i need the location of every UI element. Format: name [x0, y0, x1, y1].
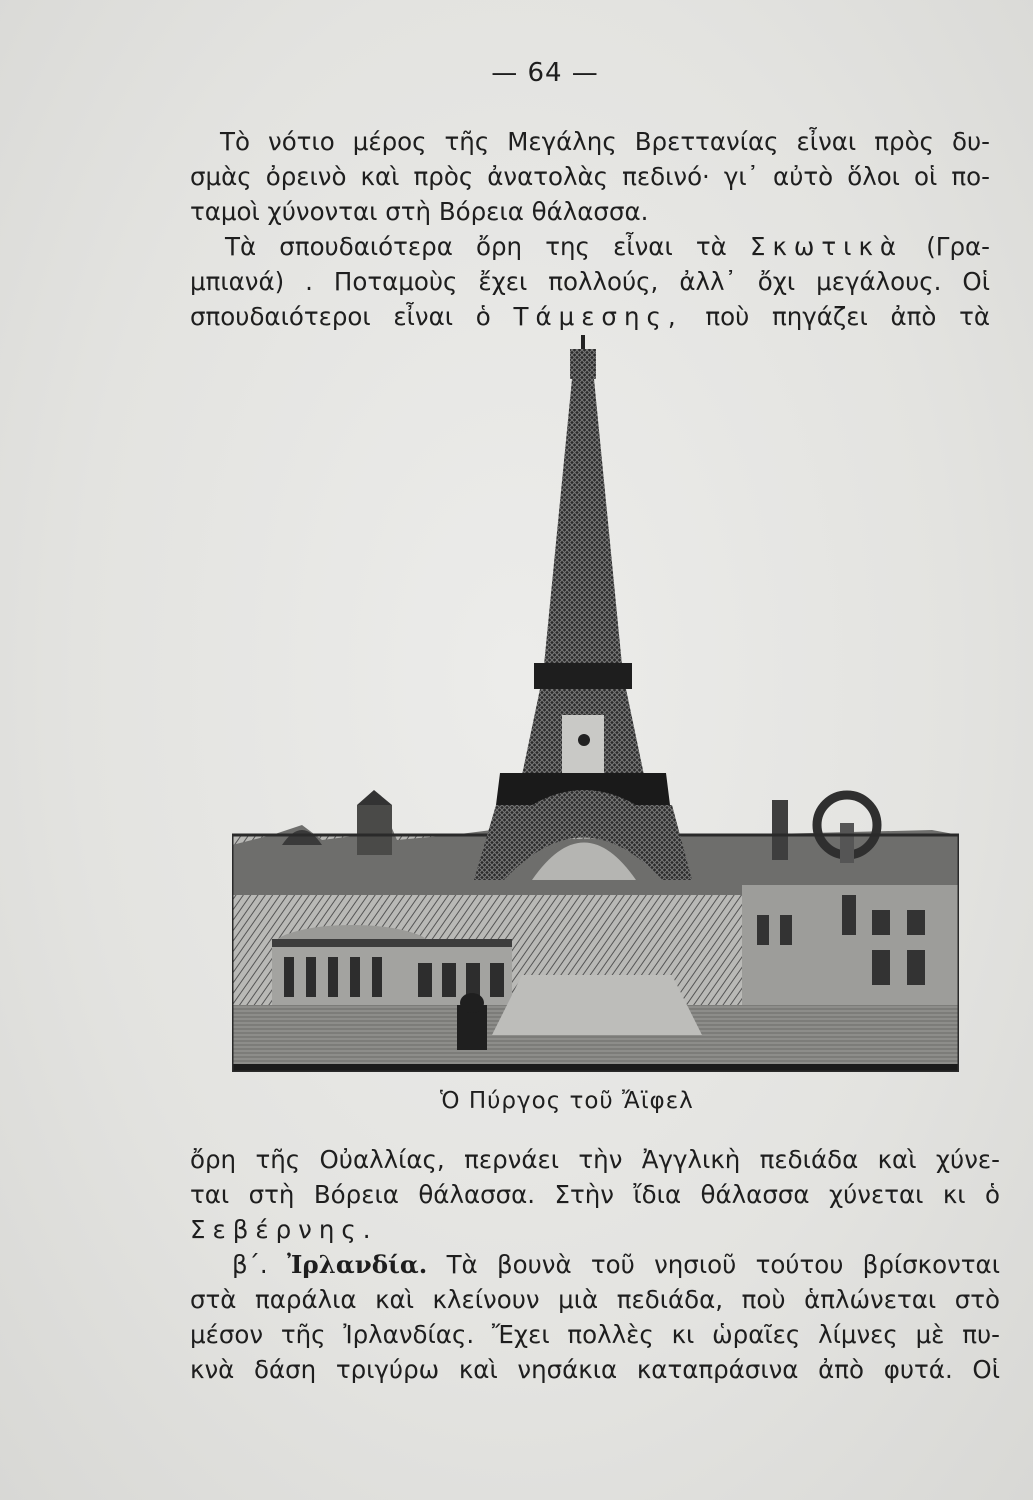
- text-line: [190, 299, 990, 334]
- balloon: [578, 734, 590, 746]
- page-number: — 64 —: [491, 58, 599, 88]
- text-fragment: σπουδαιότεροι εἶναι ὁ: [190, 302, 514, 331]
- paragraph-thames-continued: [190, 1142, 1000, 1247]
- text-fragment: (Γρα-: [903, 232, 991, 261]
- text-fragment: ποὺ πηγάζει ἀπὸ τὰ: [682, 302, 990, 331]
- text-line: [190, 229, 990, 264]
- text-fragment: Τὰ σπουδαιότερα ὄρη της εἶναι τὰ: [225, 232, 750, 261]
- text-line: μπιανά) . Ποταμοὺς ἔχει πολλούς, ἀλλ᾽ ὄχι μεγάλους. Οἱ: [190, 267, 990, 296]
- eiffel-tower: [474, 335, 692, 880]
- section-label: β΄.: [232, 1250, 268, 1279]
- ferris-wheel-base: [840, 823, 854, 863]
- pavilion-tower-left: [357, 805, 392, 855]
- emphasized-term-severn: Σεβέρνης.: [190, 1215, 378, 1244]
- text-line: [190, 1212, 1000, 1247]
- text-line: σμὰς ὀρεινὸ καὶ πρὸς ἀνατολὰς πεδινό· γι᾽ αὐτὸ ὅλοι οἱ πο-: [190, 162, 990, 191]
- text-line: ταμοὶ χύνονται στὴ Βόρεια θάλασσα.: [190, 197, 649, 226]
- statue-head: [460, 993, 484, 1013]
- chimney-right: [772, 800, 788, 860]
- text-line: ὄρη τῆς Οὐαλλίας, περνάει τὴν Ἀγγλικὴ πεδιάδα καὶ χύνε-: [190, 1145, 1000, 1174]
- text-line: Τὸ νότιο μέρος τῆς Μεγάλης Βρεττανίας εἶναι πρὸς δυ-: [220, 127, 990, 156]
- tower-upper-shaft: [544, 379, 622, 665]
- paragraph-ireland: [190, 1247, 1000, 1387]
- tower-second-platform: [534, 663, 632, 689]
- emphasized-term-scottish: Σκωτικὰ: [750, 232, 904, 261]
- text-line: [190, 1247, 1000, 1282]
- text-line: μέσον τῆς Ἰρλανδίας. Ἔχει πολλὲς κι ὡραῖες λίμνες μὲ πυ-: [190, 1320, 1000, 1349]
- eiffel-tower-illustration: [232, 335, 959, 1072]
- central-esplanade: [492, 975, 702, 1035]
- text-fragment: Τὰ βουνὰ τοῦ νησιοῦ τούτου βρίσκονται: [427, 1250, 1000, 1279]
- emphasized-term-thames: Τάμεσης,: [513, 302, 683, 331]
- figure-caption: Ὁ Πύργος τοῦ Ἄϊφελ: [440, 1088, 694, 1114]
- text-line: στὰ παράλια καὶ κλείνουν μιὰ πεδιάδα, ποὺ ἁπλώνεται στὸ: [190, 1285, 1000, 1314]
- pavilion-roof-left: [357, 790, 392, 805]
- section-heading-ireland: Ἰρλανδία.: [286, 1250, 428, 1279]
- paragraph-britain-mountains: [190, 229, 990, 334]
- text-line: κνὰ δάση τριγύρω καὶ νησάκια καταπράσινα ἀπὸ φυτά. Οἱ: [190, 1355, 1000, 1384]
- text-line: ται στὴ Βόρεια θάλασσα. Στὴν ἴδια θάλασσα χύνεται κι ὁ: [190, 1180, 1000, 1209]
- paragraph-britain-south: [190, 124, 990, 229]
